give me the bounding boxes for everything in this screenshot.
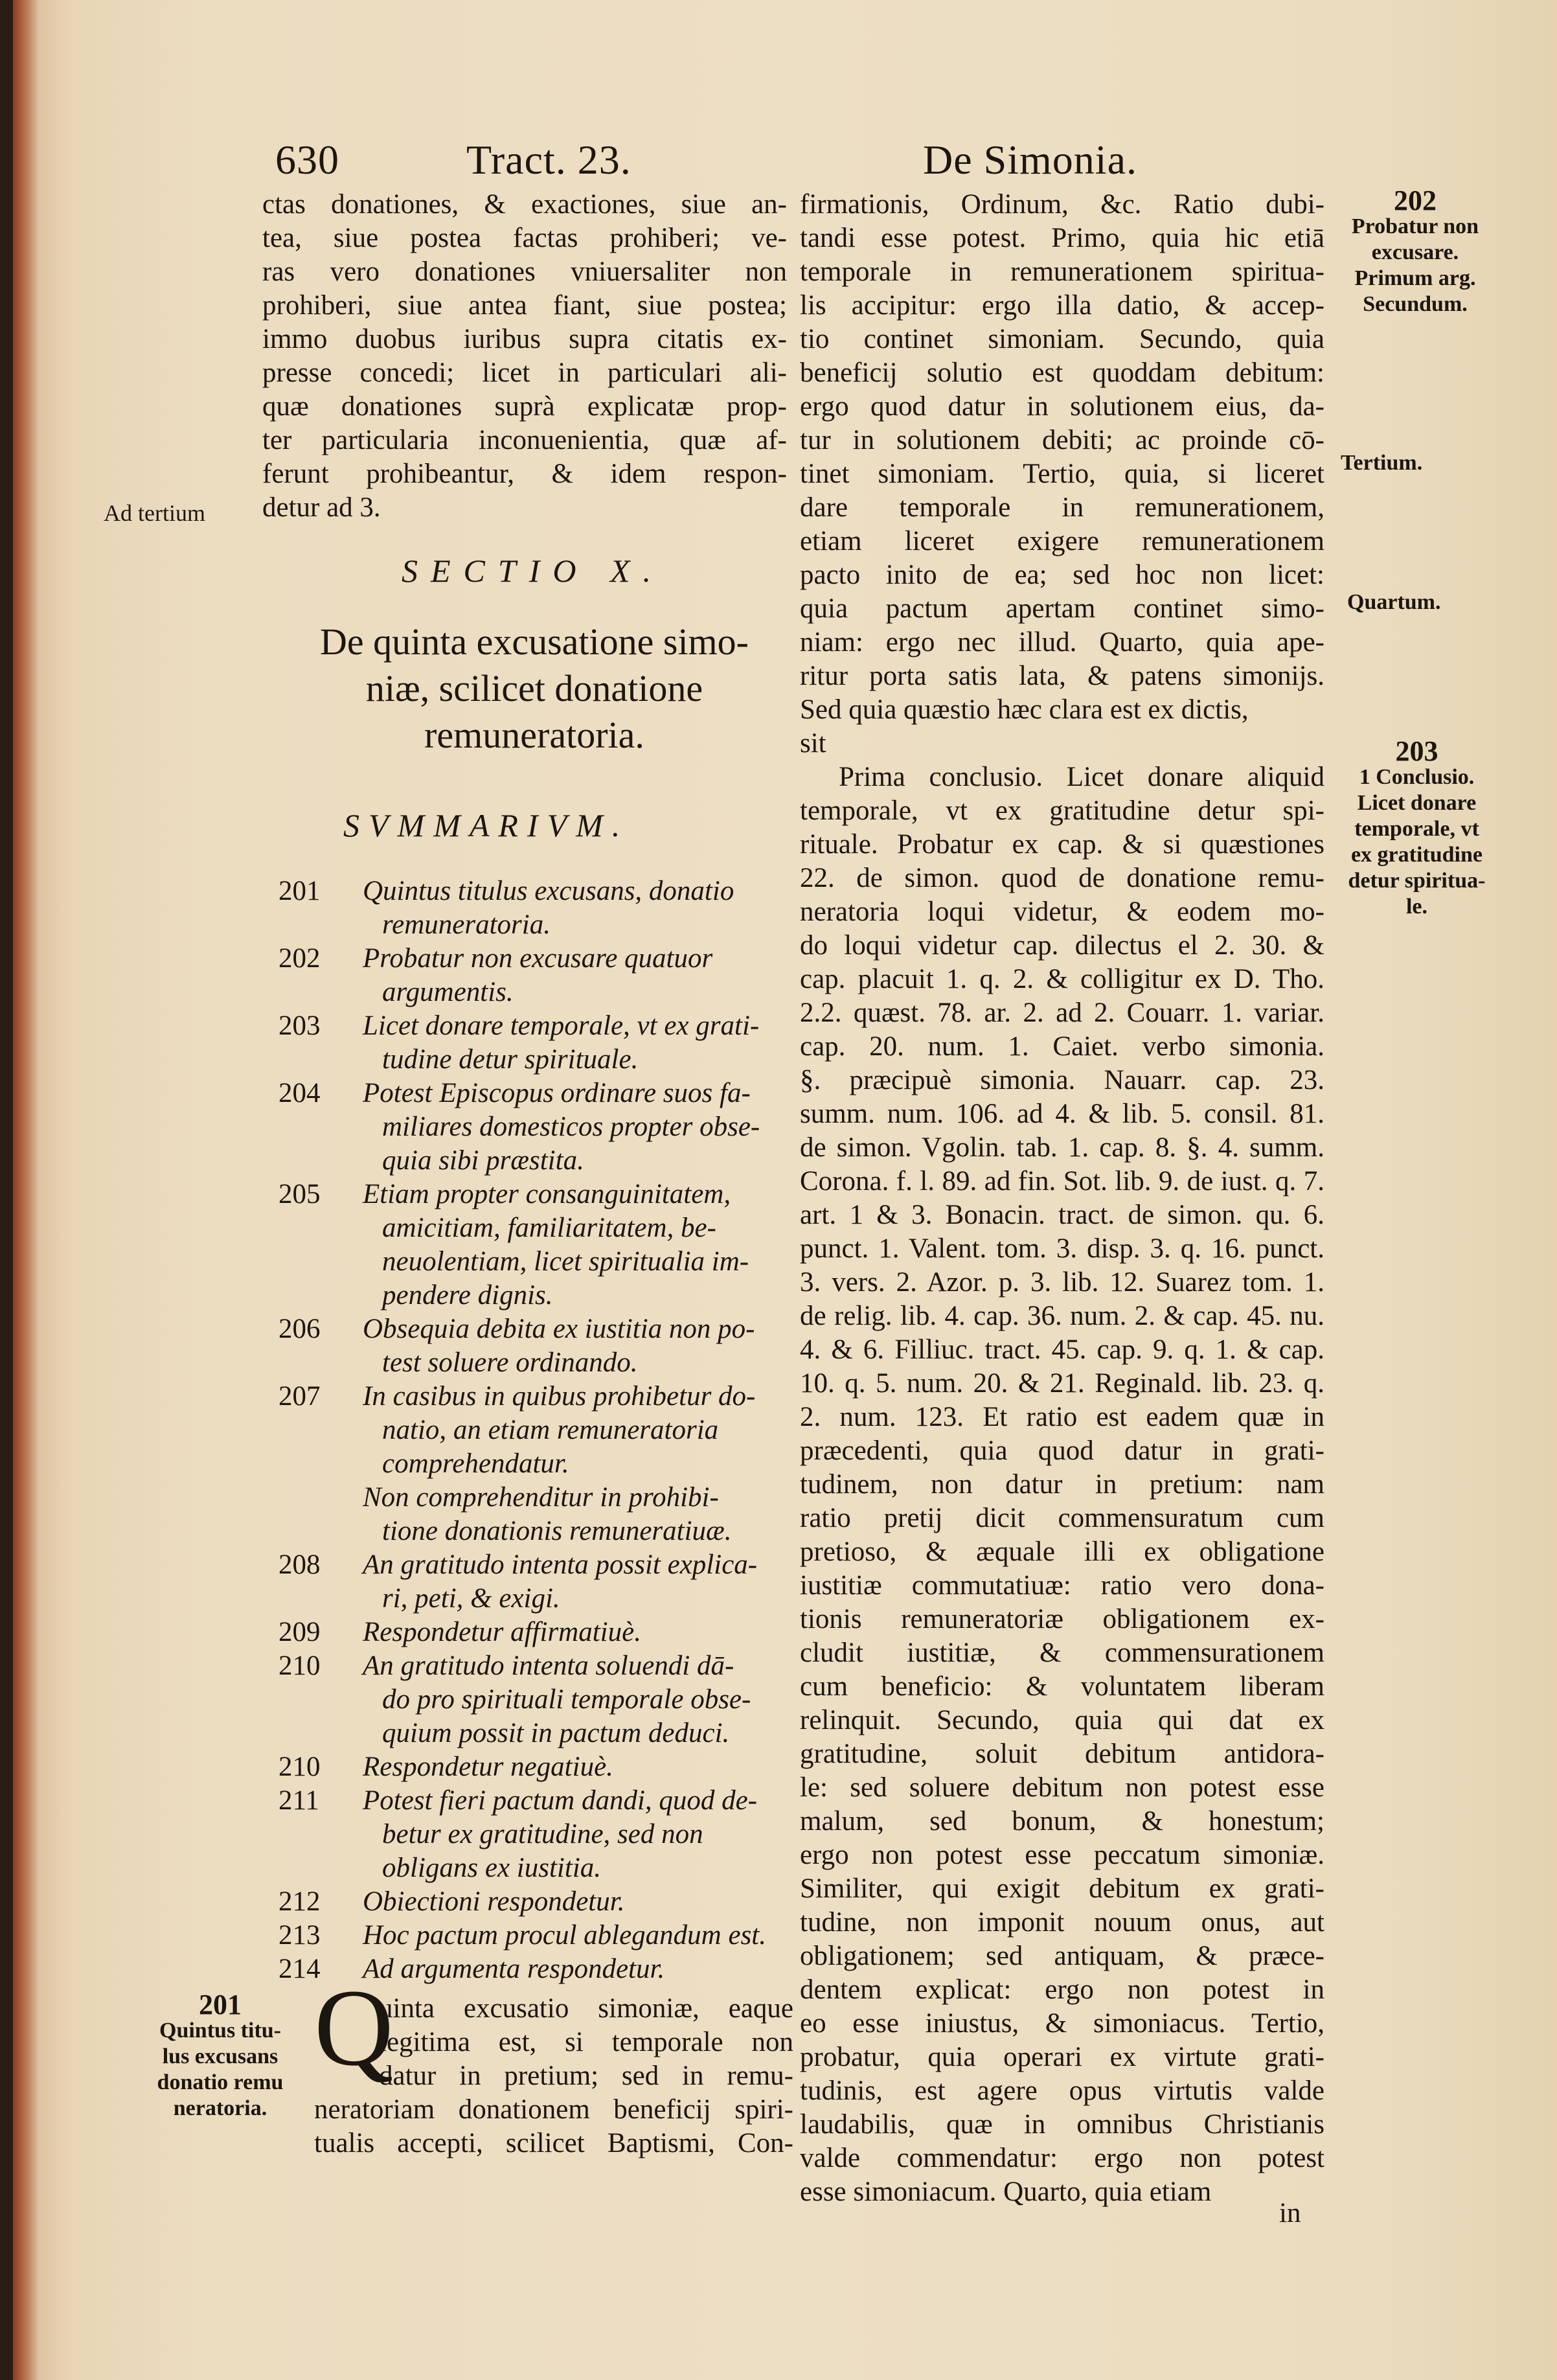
section-heading: SECTIO X. xyxy=(402,553,664,589)
summarium-item xyxy=(278,875,810,942)
text-line: tinet simoniam. Tertio, quia, si liceret xyxy=(800,459,1324,489)
summarium-text: Potest Episcopus ordinare suos fa- xyxy=(363,1078,751,1108)
text-line: beneficij solutio est quoddam debitum: xyxy=(800,358,1324,388)
text-line: cap. placuit 1. q. 2. & colligitur ex D. Tho. xyxy=(800,964,1324,994)
margin-line: Secundum. xyxy=(1363,292,1468,316)
page-number: 630 xyxy=(275,137,339,183)
summarium-text: test soluere ordinando. xyxy=(382,1347,638,1378)
text-line: 22. de simon. quod de donatione remu- xyxy=(800,863,1324,893)
text-line: iustitiæ commutatiuæ: ratio vero dona- xyxy=(800,1570,1324,1601)
margin-line: Licet donare xyxy=(1357,791,1477,815)
text-line: tionis remuneratoriæ obligationem ex- xyxy=(800,1604,1324,1634)
text-line: 2. num. 123. Et ratio est eadem quæ in xyxy=(800,1402,1324,1432)
summarium-text: An gratitudo intenta possit explica- xyxy=(363,1550,758,1580)
margin-line: ex gratitudine xyxy=(1350,843,1483,867)
summarium-text: Probatur non excusare quatuor xyxy=(363,943,713,974)
margin-line: Quintus titu- xyxy=(159,2019,281,2042)
text-line: malum, sed bonum, & honestum; xyxy=(800,1806,1324,1836)
text-line: ter particularia inconuenientia, quæ af- xyxy=(262,425,787,455)
summarium-item xyxy=(278,1649,810,1750)
summarium-text: Hoc pactum procul ablegandum est. xyxy=(363,1920,766,1951)
summarium-number: 213 xyxy=(278,1920,321,1951)
text-line: eo esse iniustus, & simoniacus. Tertio, xyxy=(800,2008,1324,2039)
summarium-number: 203 xyxy=(278,1011,321,1041)
text-line: ergo non potest esse peccatum simoniæ. xyxy=(800,1840,1324,1870)
summarium-item xyxy=(278,1616,810,1649)
summarium-text: natio, an etiam remuneratoria xyxy=(382,1415,719,1445)
summarium-number: 211 xyxy=(278,1785,319,1816)
text-line: rituale. Probatur ex cap. & si quæstiones xyxy=(800,829,1324,860)
drop-cap: Q xyxy=(314,1967,394,2088)
summarium-text: argumentis. xyxy=(382,977,514,1007)
summarium-number: 208 xyxy=(278,1550,321,1580)
summarium-item xyxy=(278,1750,810,1784)
text-line: legitima est, si temporale non xyxy=(379,2027,793,2057)
margin-line: detur spiritua- xyxy=(1348,869,1486,893)
text-line: obligationem; sed antiquam, & præce- xyxy=(800,1941,1324,1971)
section-title xyxy=(275,619,793,759)
summarium-text: do pro spirituali temporale obse- xyxy=(382,1684,751,1715)
text-line: etiam liceret exigere remunerationem xyxy=(800,526,1324,556)
text-line: ergo quod datur in solutionem eius, da- xyxy=(800,391,1324,422)
text-line: ras vero donationes vniuersaliter non xyxy=(262,257,787,287)
text-line: summ. num. 106. ad 4. & lib. 5. consil. 81. xyxy=(800,1099,1324,1129)
summarium-text: amicitiam, familiaritatem, be- xyxy=(382,1213,716,1243)
text-line: firmationis, Ordinum, &c. Ratio dubi- xyxy=(800,189,1324,220)
text-line: tudinis, est agere opus virtutis valde xyxy=(800,2076,1324,2106)
text-line: prohiberi, siue antea fiant, siue postea; xyxy=(262,290,787,321)
text-line: detur ad 3. xyxy=(262,492,381,523)
text-line: 3. vers. 2. Azor. p. 3. lib. 12. Suarez tom. 1. xyxy=(800,1267,1324,1298)
summarium-text: Obiectioni respondetur. xyxy=(363,1886,625,1917)
margin-line: le. xyxy=(1405,895,1428,919)
text-line: niam: ergo nec illud. Quarto, quia ape- xyxy=(800,627,1324,658)
text-line: dare temporale in remunerationem, xyxy=(800,492,1324,523)
catchword: in xyxy=(1279,2198,1301,2228)
text-line: ferunt prohibeantur, & idem respon- xyxy=(262,459,787,489)
summarium-text: quium possit in pactum deduci. xyxy=(382,1718,730,1748)
left-column-bottom xyxy=(314,1992,793,2160)
text-line: esse simoniacum. Quarto, quia etiam xyxy=(800,2177,1212,2207)
summarium-text: An gratitudo intenta soluendi dā- xyxy=(363,1651,734,1681)
summarium-number: 212 xyxy=(278,1886,321,1917)
summarium-text: Respondetur negatiuè. xyxy=(363,1752,613,1782)
summarium-text: betur ex gratitudine, sed non xyxy=(382,1819,703,1849)
text-line: cludit iustitiæ, & commensurationem xyxy=(800,1638,1324,1668)
summarium-heading: SVMMARIVM. xyxy=(343,807,630,843)
text-line: Sed quia quæstio hæc clara est ex dictis, xyxy=(800,694,1249,725)
summarium-number: 204 xyxy=(278,1078,321,1108)
summarium-item xyxy=(278,942,810,1009)
margin-line: temporale, vt xyxy=(1354,817,1479,841)
text-line: cum beneficio: & voluntatem liberam xyxy=(800,1671,1324,1702)
text-line: pacto inito de ea; sed hoc non licet: xyxy=(800,560,1324,590)
summarium-text: remuneratoria. xyxy=(382,910,551,940)
summarium-number: 209 xyxy=(278,1617,321,1647)
summarium-item xyxy=(278,1077,810,1178)
running-title-left: Tract. 23. xyxy=(466,137,631,183)
summarium-item xyxy=(278,1178,810,1312)
margin-line: Primum arg. xyxy=(1354,266,1476,290)
text-line: §. præcipuè simonia. Nauarr. cap. 23. xyxy=(800,1065,1324,1095)
text-line: pretioso, & æquale illi ex obligatione xyxy=(800,1537,1324,1567)
text-line: presse concedi; licet in particulari ali- xyxy=(262,358,787,388)
summarium-item xyxy=(278,1885,810,1919)
summarium-text: tudine detur spirituale. xyxy=(382,1044,639,1075)
text-line: datur in pretium; sed in remu- xyxy=(379,2061,793,2091)
summarium-number: 205 xyxy=(278,1179,321,1209)
summarium-text: Ad argumenta respondetur. xyxy=(363,1954,665,1984)
running-title-right: De Simonia. xyxy=(923,137,1137,183)
margin-note-202 xyxy=(1337,185,1493,317)
summarium-list xyxy=(278,875,810,1986)
text-line: de simon. Vgolin. tab. 1. cap. 8. §. 4. summ. xyxy=(800,1132,1324,1163)
summarium-text: Respondetur affirmatiuè. xyxy=(363,1617,641,1647)
summarium-item xyxy=(278,1784,810,1885)
text-line: Corona. f. l. 89. ad fin. Sot. lib. 9. de iust. q. 7. xyxy=(800,1166,1324,1196)
text-line: Similiter, qui exigit debitum ex grati- xyxy=(800,1873,1324,1904)
margin-line: lus excusans xyxy=(162,2044,278,2068)
margin-tertium: Tertium. xyxy=(1341,451,1423,475)
summarium-number: 202 xyxy=(278,943,321,974)
text-line: neratoria loqui videtur, & eodem mo- xyxy=(800,897,1324,927)
summarium-item xyxy=(278,1009,810,1077)
summarium-number: 210 xyxy=(278,1651,321,1681)
summarium-item xyxy=(278,1548,810,1616)
summarium-text: In casibus in quibus prohibetur do- xyxy=(363,1381,756,1412)
summarium-text: ri, peti, & exigi. xyxy=(382,1583,560,1614)
margin-note-201 xyxy=(142,1989,298,2122)
margin-line: excusare. xyxy=(1371,240,1459,264)
left-column-top xyxy=(262,188,787,525)
margin-line: 1 Conclusio. xyxy=(1359,765,1475,789)
summarium-item xyxy=(278,1312,810,1380)
text-line: cap. 20. num. 1. Caiet. verbo simonia. xyxy=(800,1031,1324,1062)
summarium-text: Obsequia debita ex iustitia non po- xyxy=(363,1314,755,1344)
text-line: probatur, quia operari ex virtute grati- xyxy=(800,2042,1324,2072)
section-title-line: niæ, scilicet donatione xyxy=(365,667,703,709)
text-line: sit xyxy=(800,728,826,759)
text-line: de relig. lib. 4. cap. 36. num. 2. & cap. 45. nu. xyxy=(800,1301,1324,1331)
text-line: gratitudine, soluit debitum antidora- xyxy=(800,1739,1324,1769)
text-line: ctas donationes, & exactiones, siue an- xyxy=(262,189,787,220)
text-line: tudinem, non datur in pretium: nam xyxy=(800,1469,1324,1500)
summarium-text: Quintus titulus excusans, donatio xyxy=(363,876,734,906)
text-line: præcedenti, quia quod datur in grati- xyxy=(800,1436,1324,1466)
text-line: tualis accepti, scilicet Baptismi, Con- xyxy=(314,2128,793,2158)
section-title-line: remuneratoria. xyxy=(424,714,644,756)
text-line: laudabilis, quæ in omnibus Christianis xyxy=(800,2109,1324,2140)
summarium-text: Potest fieri pactum dandi, quod de- xyxy=(363,1785,758,1816)
margin-line: Probatur non xyxy=(1351,214,1479,238)
text-line: le: sed soluere debitum non potest esse xyxy=(800,1772,1324,1803)
text-line: dentem explicat: ergo non potest in xyxy=(800,1974,1324,2005)
book-page xyxy=(13,0,1557,2380)
margin-line: neratoria. xyxy=(173,2096,267,2120)
summarium-text: Etiam propter consanguinitatem, xyxy=(363,1179,731,1209)
summarium-text: Licet donare temporale, vt ex grati- xyxy=(363,1011,760,1041)
text-line: temporale in remunerationem spiritua- xyxy=(800,257,1324,287)
text-line: tur in solutionem debiti; ac proinde cō- xyxy=(800,425,1324,455)
summarium-number: 207 xyxy=(278,1381,321,1412)
summarium-number: 201 xyxy=(278,876,321,906)
margin-line: donatio remu xyxy=(157,2070,284,2094)
summarium-text: quia sibi præstita. xyxy=(382,1145,584,1176)
summarium-item xyxy=(278,1481,810,1548)
text-line: valde commendatur: ergo non potest xyxy=(800,2143,1324,2173)
summarium-number: 210 xyxy=(278,1752,321,1782)
text-line: temporale, vt ex gratitudine detur spi- xyxy=(800,795,1324,826)
text-line: quia pactum apertam continet simo- xyxy=(800,593,1324,624)
text-line: Prima conclusio. Licet donare aliquid xyxy=(839,762,1324,792)
margin-note-203 xyxy=(1337,735,1496,920)
text-line: ritur porta satis lata, & patens simonijs. xyxy=(800,661,1324,691)
text-line: punct. 1. Valent. tom. 3. disp. 3. q. 16. punct. xyxy=(800,1233,1324,1264)
text-line: 10. q. 5. num. 20. & 21. Reginald. lib. 23. q. xyxy=(800,1368,1324,1399)
text-line: immo duobus iuribus supra citatis ex- xyxy=(262,324,787,354)
text-line: tudine, non imponit nouum onus, aut xyxy=(800,1907,1324,1938)
text-line: tandi esse potest. Primo, quia hic etiā xyxy=(800,223,1324,253)
text-line: quæ donationes suprà explicatæ prop- xyxy=(262,391,787,422)
summarium-text: Non comprehenditur in prohibi- xyxy=(363,1482,719,1513)
summarium-text: tione donationis remuneratiuæ. xyxy=(382,1516,732,1546)
text-line: neratoriam donationem beneficij spiri- xyxy=(314,2094,793,2125)
text-line: relinquit. Secundo, quia qui dat ex xyxy=(800,1705,1324,1735)
text-line: 4. & 6. Filliuc. tract. 45. cap. 9. q. 1. & cap. xyxy=(800,1334,1324,1365)
summarium-text: comprehendatur. xyxy=(382,1448,569,1479)
summarium-text: miliares domesticos propter obse- xyxy=(382,1112,760,1142)
summarium-item xyxy=(278,1380,810,1481)
text-line: uinta excusatio simoniæ, eaque xyxy=(379,1993,793,2024)
text-line: do loqui videtur cap. dilectus el 2. 30. & xyxy=(800,930,1324,961)
margin-quartum: Quartum. xyxy=(1347,590,1441,614)
summarium-text: neuolentiam, licet spiritualia im- xyxy=(382,1246,749,1277)
text-line: tea, siue postea factas prohiberi; ve- xyxy=(262,223,787,253)
margin-number: 203 xyxy=(1395,735,1438,767)
margin-ad-tertium: Ad tertium xyxy=(104,500,205,526)
margin-number: 201 xyxy=(199,1989,242,2020)
text-line: tio continet simoniam. Secundo, quia xyxy=(800,324,1324,354)
section-title-line: De quinta excusatione simo- xyxy=(320,621,749,663)
text-line: ratio pretij dicit commensuratum cum xyxy=(800,1503,1324,1533)
summarium-item xyxy=(278,1919,810,1952)
right-column xyxy=(800,188,1324,2209)
text-line: lis accipitur: ergo illa datio, & accep- xyxy=(800,290,1324,321)
text-line: art. 1 & 3. Bonacin. tract. de simon. qu. 6. xyxy=(800,1200,1324,1230)
text-line: 2.2. quæst. 78. ar. 2. ad 2. Couarr. 1. variar. xyxy=(800,998,1324,1028)
summarium-number: 206 xyxy=(278,1314,321,1344)
summarium-number: 214 xyxy=(278,1954,321,1984)
summarium-text: obligans ex iustitia. xyxy=(382,1853,602,1883)
summarium-text: pendere dignis. xyxy=(382,1280,553,1310)
margin-number: 202 xyxy=(1394,185,1437,216)
